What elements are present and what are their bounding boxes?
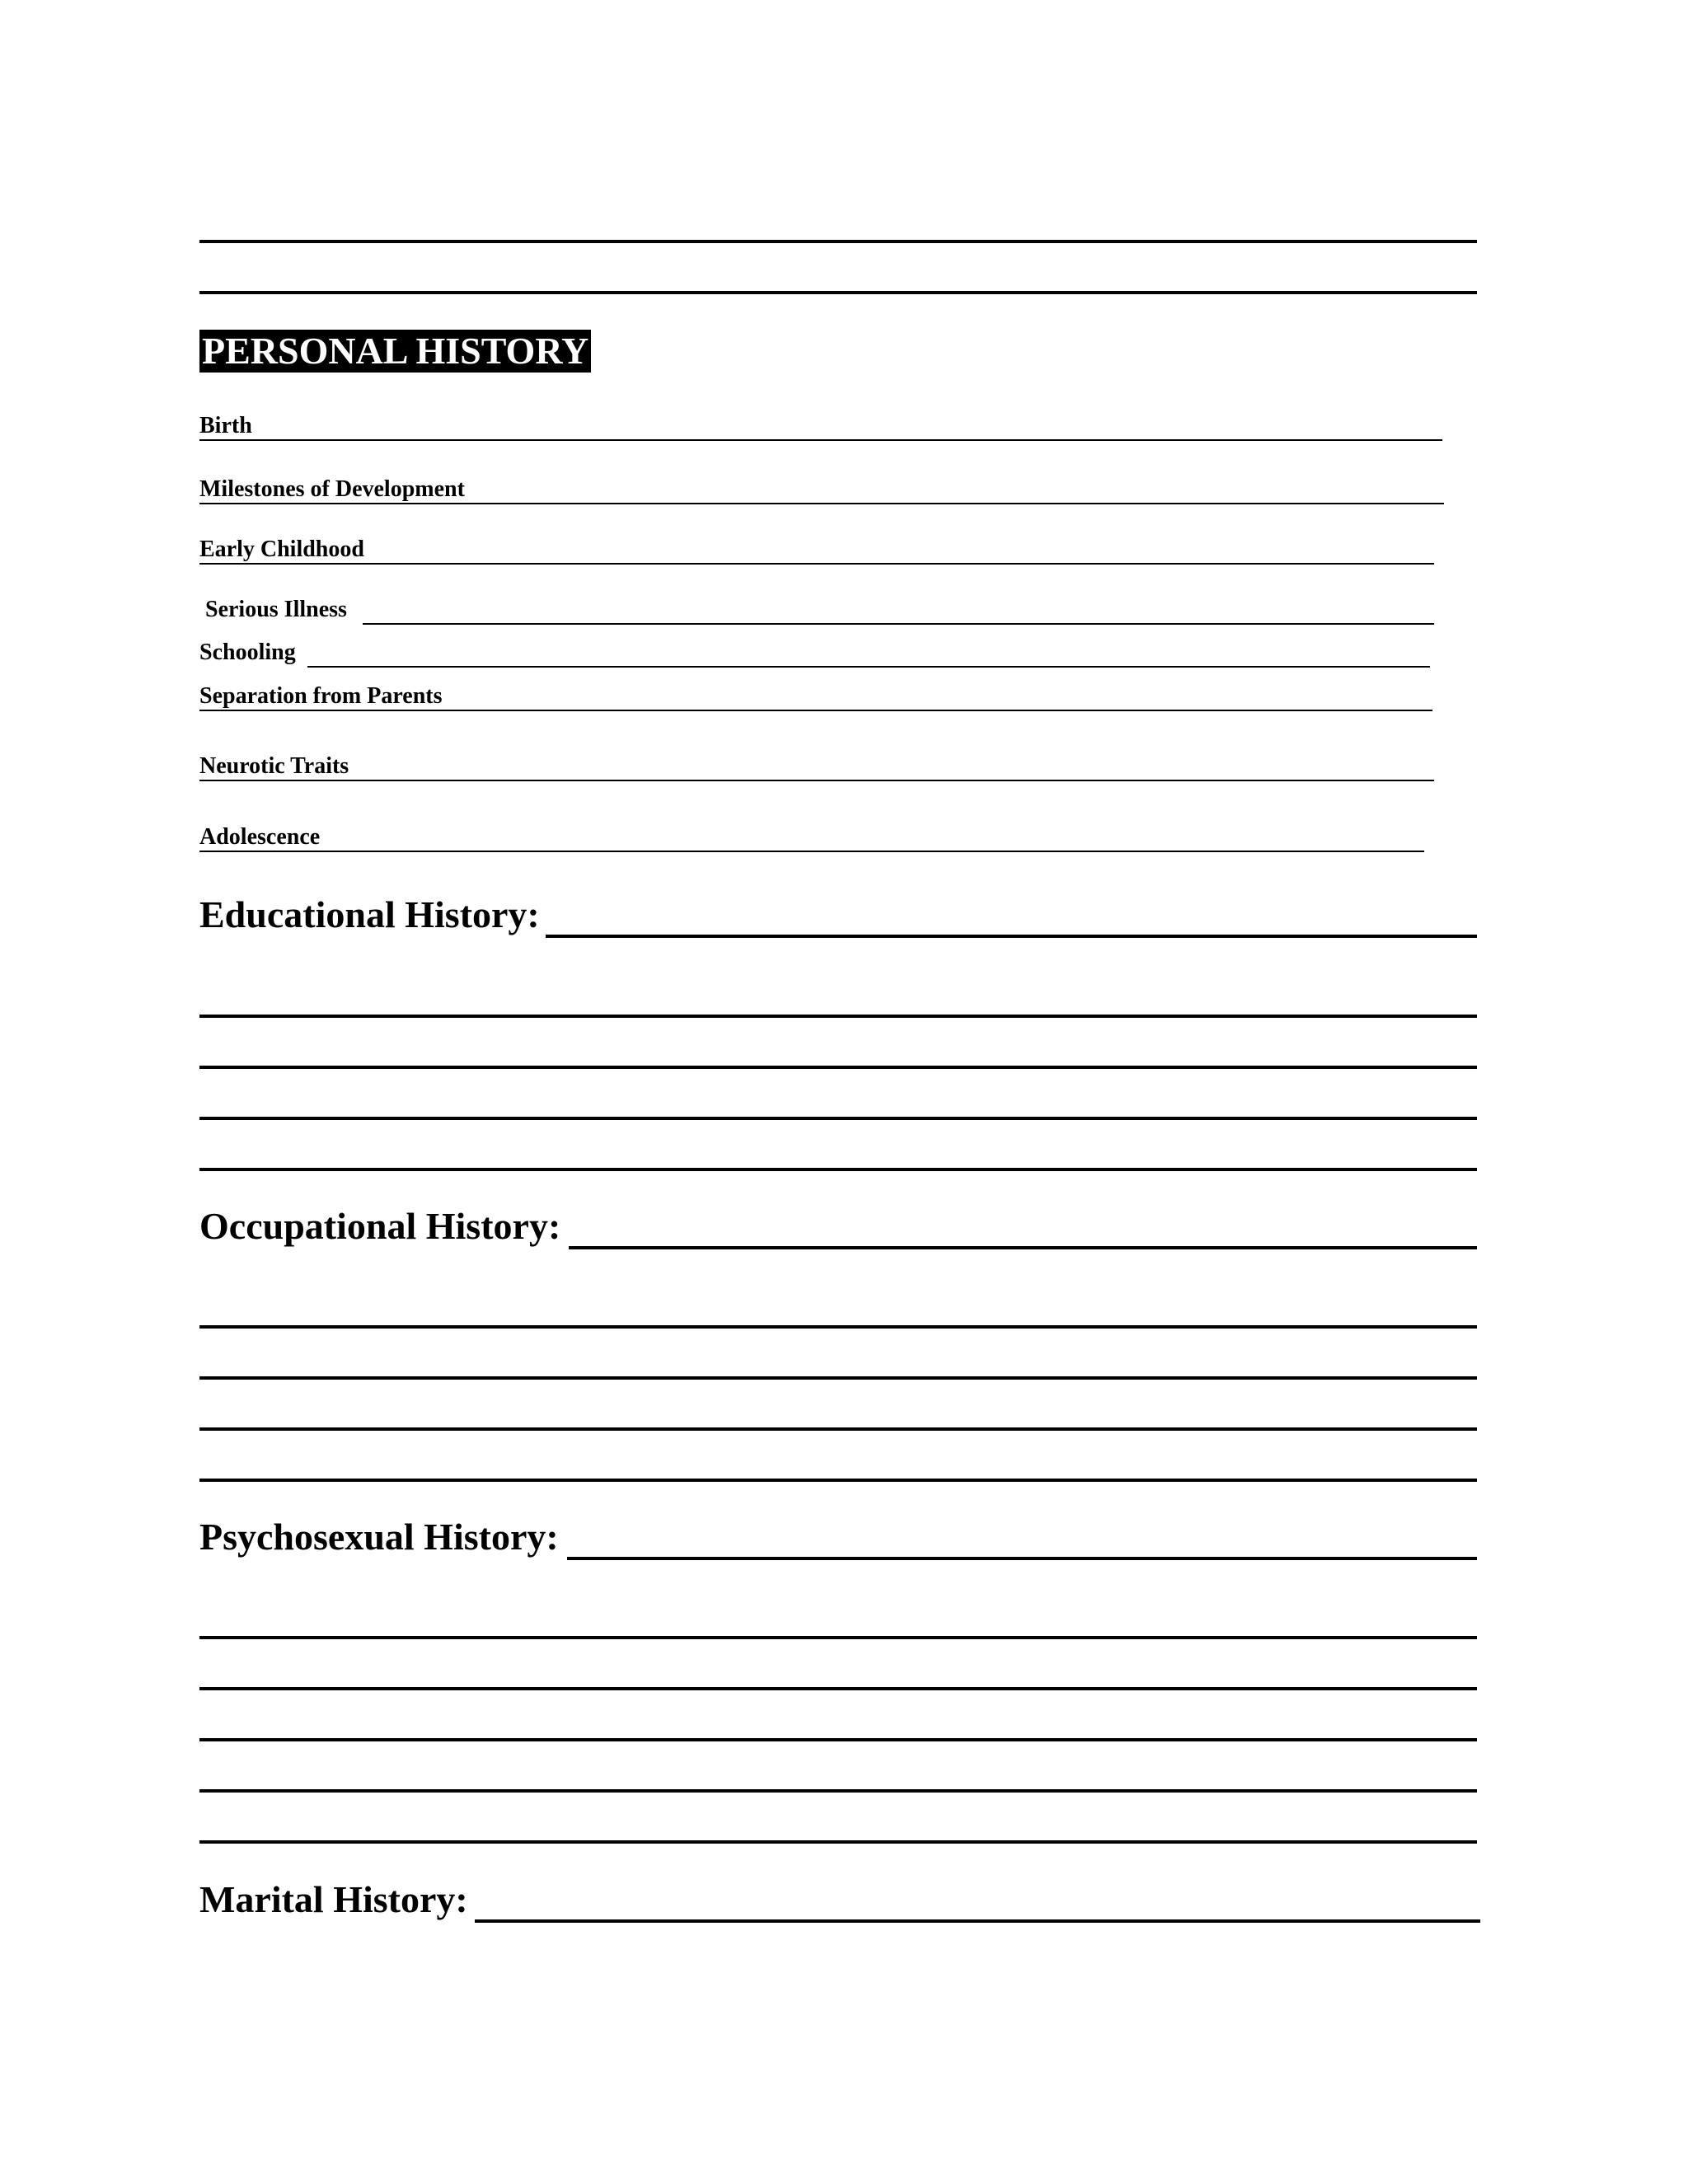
blank-line-top-2[interactable] <box>199 291 1477 294</box>
field-label-adolescence: Adolescence <box>199 824 321 850</box>
section-line-psychosexual-history[interactable] <box>567 1557 1477 1560</box>
section-title-occupational-history: Occupational History: <box>199 1205 561 1247</box>
field-label-neurotic-traits: Neurotic Traits <box>199 753 349 779</box>
blank-line-occupational-4[interactable] <box>199 1479 1477 1482</box>
blank-line-top-1[interactable] <box>199 240 1477 243</box>
field-line-neurotic-traits[interactable] <box>199 780 1434 781</box>
field-line-schooling[interactable] <box>307 666 1430 668</box>
blank-line-educational-4[interactable] <box>199 1168 1477 1171</box>
blank-line-educational-2[interactable] <box>199 1066 1477 1069</box>
blank-line-psychosexual-4[interactable] <box>199 1789 1477 1793</box>
field-line-milestones[interactable] <box>199 503 1444 504</box>
blank-line-educational-1[interactable] <box>199 1015 1477 1018</box>
field-label-early-childhood: Early Childhood <box>199 537 364 562</box>
section-line-occupational-history[interactable] <box>569 1246 1477 1249</box>
section-title-educational-history: Educational History: <box>199 893 540 935</box>
blank-line-occupational-2[interactable] <box>199 1376 1477 1380</box>
section-line-educational-history[interactable] <box>546 935 1477 938</box>
blank-line-occupational-1[interactable] <box>199 1325 1477 1329</box>
field-line-birth[interactable] <box>199 439 1442 441</box>
field-line-serious-illness[interactable] <box>363 623 1434 625</box>
blank-line-psychosexual-5[interactable] <box>199 1840 1477 1844</box>
blank-line-psychosexual-3[interactable] <box>199 1738 1477 1741</box>
blank-line-psychosexual-1[interactable] <box>199 1636 1477 1639</box>
section-title-marital-history: Marital History: <box>199 1878 468 1920</box>
field-line-early-childhood[interactable] <box>199 563 1434 565</box>
field-label-schooling: Schooling <box>199 640 296 665</box>
field-label-birth: Birth <box>199 413 252 438</box>
field-line-adolescence[interactable] <box>199 851 1424 852</box>
blank-line-educational-3[interactable] <box>199 1117 1477 1120</box>
blank-line-psychosexual-2[interactable] <box>199 1687 1477 1690</box>
field-label-serious-illness: Serious Illness <box>205 597 347 622</box>
field-label-milestones: Milestones of Development <box>199 476 465 502</box>
blank-line-occupational-3[interactable] <box>199 1427 1477 1431</box>
personal-history-title: PERSONAL HISTORY <box>199 330 591 373</box>
field-line-separation[interactable] <box>199 710 1432 711</box>
field-label-separation: Separation from Parents <box>199 683 443 709</box>
section-title-psychosexual-history: Psychosexual History: <box>199 1516 559 1558</box>
section-line-marital-history[interactable] <box>475 1919 1480 1923</box>
